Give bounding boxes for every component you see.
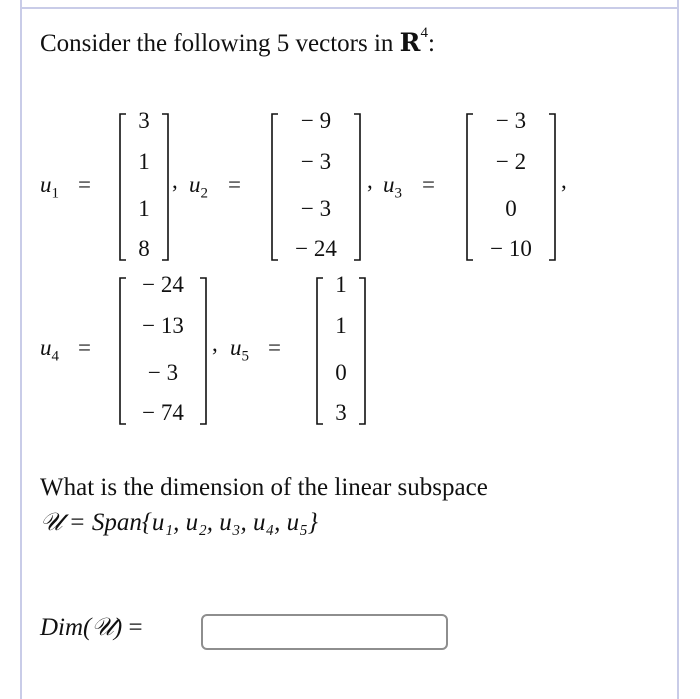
vector-entry: 1 [335, 272, 347, 297]
vector-entry: − 3 [300, 196, 332, 221]
real-space-symbol: R [399, 28, 421, 57]
vector-entry: 8 [138, 236, 150, 261]
vector-entry: − 24 [295, 236, 337, 261]
comma: , [561, 168, 567, 193]
vector-entry: 1 [138, 196, 150, 221]
question-text [40, 470, 488, 540]
equals-sign: = [228, 172, 241, 197]
dimension-answer-input[interactable] [201, 614, 448, 650]
vector-label-u1: $u_1$ [40, 172, 59, 202]
comma: , [172, 168, 178, 193]
intro-text: Consider the following 5 vectors in $R^4$: [40, 25, 435, 57]
vector-label-u3: $u_3$ [383, 172, 402, 202]
comma: , [212, 331, 218, 356]
vector-entry: 0 [505, 196, 517, 221]
vector-u3 [465, 108, 557, 262]
vector-label-u5: $u_5$ [230, 335, 249, 365]
vector-label-u2: $u_2$ [189, 172, 208, 202]
vector-entry: 3 [335, 400, 347, 425]
equals-sign: = [422, 172, 435, 197]
comma: , [367, 168, 373, 193]
vector-entry: − 3 [495, 108, 527, 133]
vector-entry: − 3 [147, 360, 179, 385]
vector-u1 [118, 108, 170, 262]
vector-entry: − 10 [490, 236, 532, 261]
vector-u5 [315, 272, 367, 426]
subspace-symbol: 𝒰 [40, 509, 63, 536]
equals-sign: = [78, 172, 91, 197]
vector-entry: 3 [138, 108, 150, 133]
question-line-1: What is the dimension of the linear subspace [40, 474, 488, 501]
vector-u2 [270, 108, 362, 262]
vector-entry: 0 [335, 360, 347, 385]
vector-entry: 1 [335, 313, 347, 338]
vector-entry: − 2 [495, 149, 527, 174]
vector-entry: − 74 [142, 400, 184, 425]
question-line-2 [40, 505, 488, 540]
span-expression: = Span{u₁, u₂, u₃, u₄, u₅} [62, 509, 318, 536]
vector-entry: − 3 [300, 149, 332, 174]
vector-entry: − 9 [300, 108, 332, 133]
equals-sign: = [78, 335, 91, 360]
vector-entry: − 13 [142, 313, 184, 338]
vector-entry: − 24 [142, 272, 184, 297]
vector-label-u4: $u_4$ [40, 335, 59, 365]
dimension-label: Dim(𝒰) = [40, 614, 143, 641]
vector-entry: 1 [138, 149, 150, 174]
frame-top-border [20, 7, 679, 9]
equals-sign: = [268, 335, 281, 360]
vector-u4 [118, 272, 208, 426]
